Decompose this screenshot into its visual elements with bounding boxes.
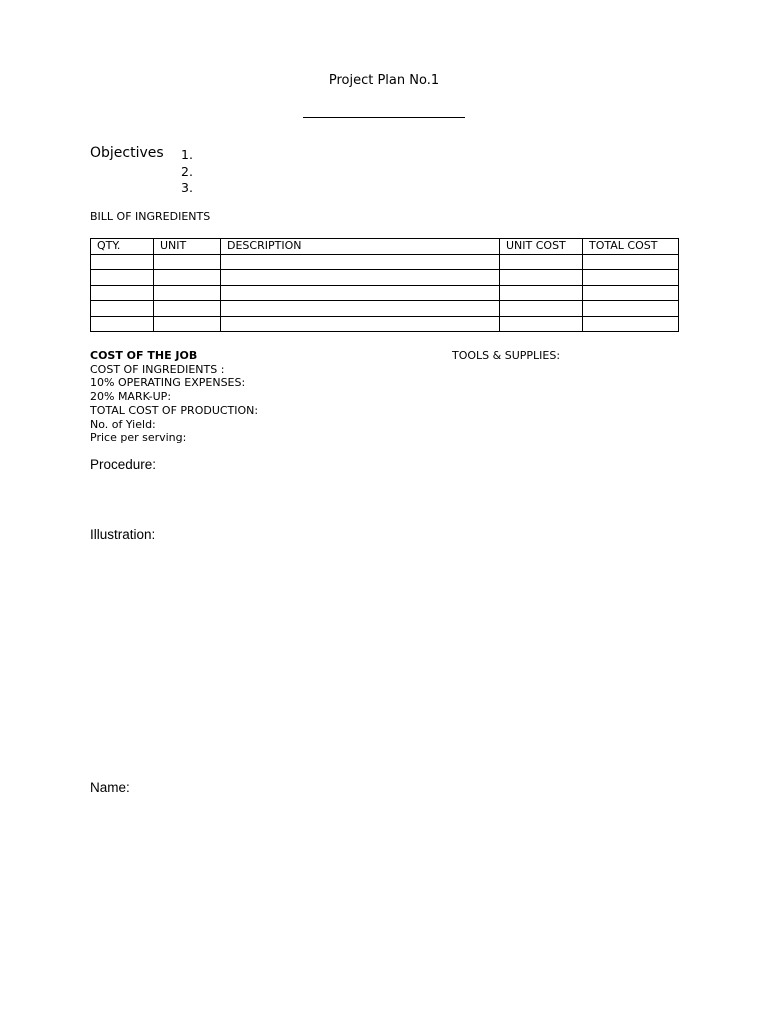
table-cell	[583, 285, 679, 301]
table-cell	[221, 254, 500, 270]
table-cell	[91, 285, 154, 301]
table-cell	[91, 316, 154, 332]
table-cell	[91, 301, 154, 317]
table-cell	[583, 270, 679, 286]
table-cell	[500, 270, 583, 286]
objectives-label: Objectives	[90, 145, 164, 161]
procedure-label: Procedure:	[90, 457, 157, 472]
table-cell	[154, 285, 221, 301]
table-header-row	[91, 239, 679, 255]
cost-line: Price per serving:	[90, 431, 187, 445]
table-cell	[91, 254, 154, 270]
column-header-description: DESCRIPTION	[221, 239, 500, 255]
table-row	[91, 301, 679, 317]
objectives-list	[181, 147, 193, 197]
table-cell	[500, 301, 583, 317]
table-row	[91, 285, 679, 301]
column-header-unit: UNIT	[154, 239, 221, 255]
cost-line: 10% OPERATING EXPENSES:	[90, 376, 246, 390]
table-cell	[221, 301, 500, 317]
table-cell	[500, 316, 583, 332]
tools-and-supplies-label: TOOLS & SUPPLIES:	[452, 349, 561, 362]
objective-item: 3.	[181, 180, 193, 195]
column-header-total-cost: TOTAL COST	[583, 239, 679, 255]
title-underline	[303, 117, 465, 118]
cost-line: COST OF INGREDIENTS :	[90, 362, 225, 376]
name-label: Name:	[90, 780, 130, 795]
table-cell	[154, 254, 221, 270]
objective-item: 2.	[181, 163, 193, 179]
table-cell	[500, 254, 583, 270]
column-header-qty: QTY.	[91, 239, 154, 255]
table-cell	[154, 316, 221, 332]
table-cell	[221, 316, 500, 332]
cost-line: 20% MARK-UP:	[90, 390, 172, 404]
page-title: Project Plan No.1	[328, 73, 440, 88]
objective-item: 1.	[181, 147, 193, 162]
table-cell	[500, 285, 583, 301]
table-cell	[583, 316, 679, 332]
table-cell	[154, 301, 221, 317]
table-cell	[91, 270, 154, 286]
table-row	[91, 254, 679, 270]
table-cell	[583, 254, 679, 270]
cost-of-job-heading: COST OF THE JOB	[90, 349, 198, 362]
cost-of-job-section	[90, 349, 258, 445]
table-cell	[583, 301, 679, 317]
bill-of-ingredients-table	[90, 238, 679, 332]
illustration-label: Illustration:	[90, 527, 156, 542]
table-cell	[154, 270, 221, 286]
table-cell	[221, 285, 500, 301]
table-row	[91, 316, 679, 332]
table-row	[91, 270, 679, 286]
cost-line: TOTAL COST OF PRODUCTION:	[90, 403, 259, 417]
table-cell	[221, 270, 500, 286]
cost-line: No. of Yield:	[90, 417, 156, 431]
bill-of-ingredients-heading: BILL OF INGREDIENTS	[90, 210, 211, 223]
column-header-unit-cost: UNIT COST	[500, 239, 583, 255]
